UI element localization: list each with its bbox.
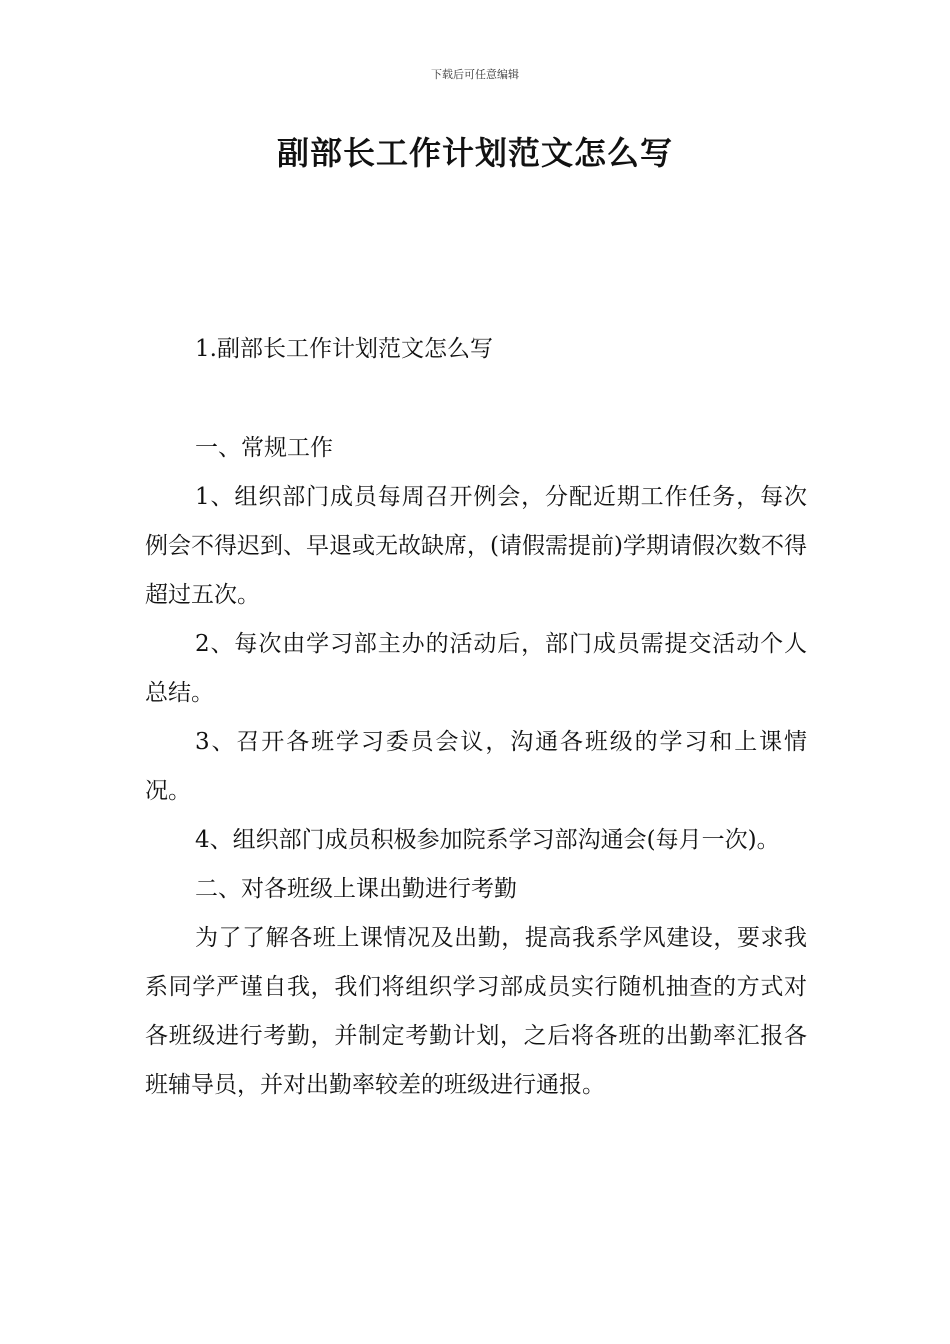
paragraph-attendance: 为了了解各班上课情况及出勤，提高我系学风建设，要求我系同学严谨自我，我们将组织学习部成员实行随机抽查的方式对各班级进行考勤，并制定考勤计划，之后将各班的出勤率汇报各班辅导员，并对出勤率较差的班级进行通报。 [145, 925, 807, 1098]
document-title: 副部长工作计划范文怎么写 [276, 134, 673, 172]
paragraph-item-1: 1、组织部门成员每周召开例会，分配近期工作任务，每次例会不得迟到、早退或无故缺席，(请假需提前)学期请假次数不得超过五次。 [145, 484, 807, 608]
header-note: 下载后可任意编辑 [431, 68, 519, 81]
document-body [145, 424, 807, 1110]
paragraph-item-2: 2、每次由学习部主办的活动后，部门成员需提交活动个人总结。 [145, 631, 807, 706]
paragraph-item-4: 4、组织部门成员积极参加院系学习部沟通会(每月一次)。 [195, 827, 780, 853]
subheading-attendance: 二、对各班级上课出勤进行考勤 [195, 876, 517, 902]
paragraph-item-3: 3、召开各班学习委员会议，沟通各班级的学习和上课情况。 [145, 729, 807, 804]
subheading-routine-work: 一、常规工作 [195, 435, 333, 461]
section-title: 1.副部长工作计划范文怎么写 [195, 336, 493, 362]
